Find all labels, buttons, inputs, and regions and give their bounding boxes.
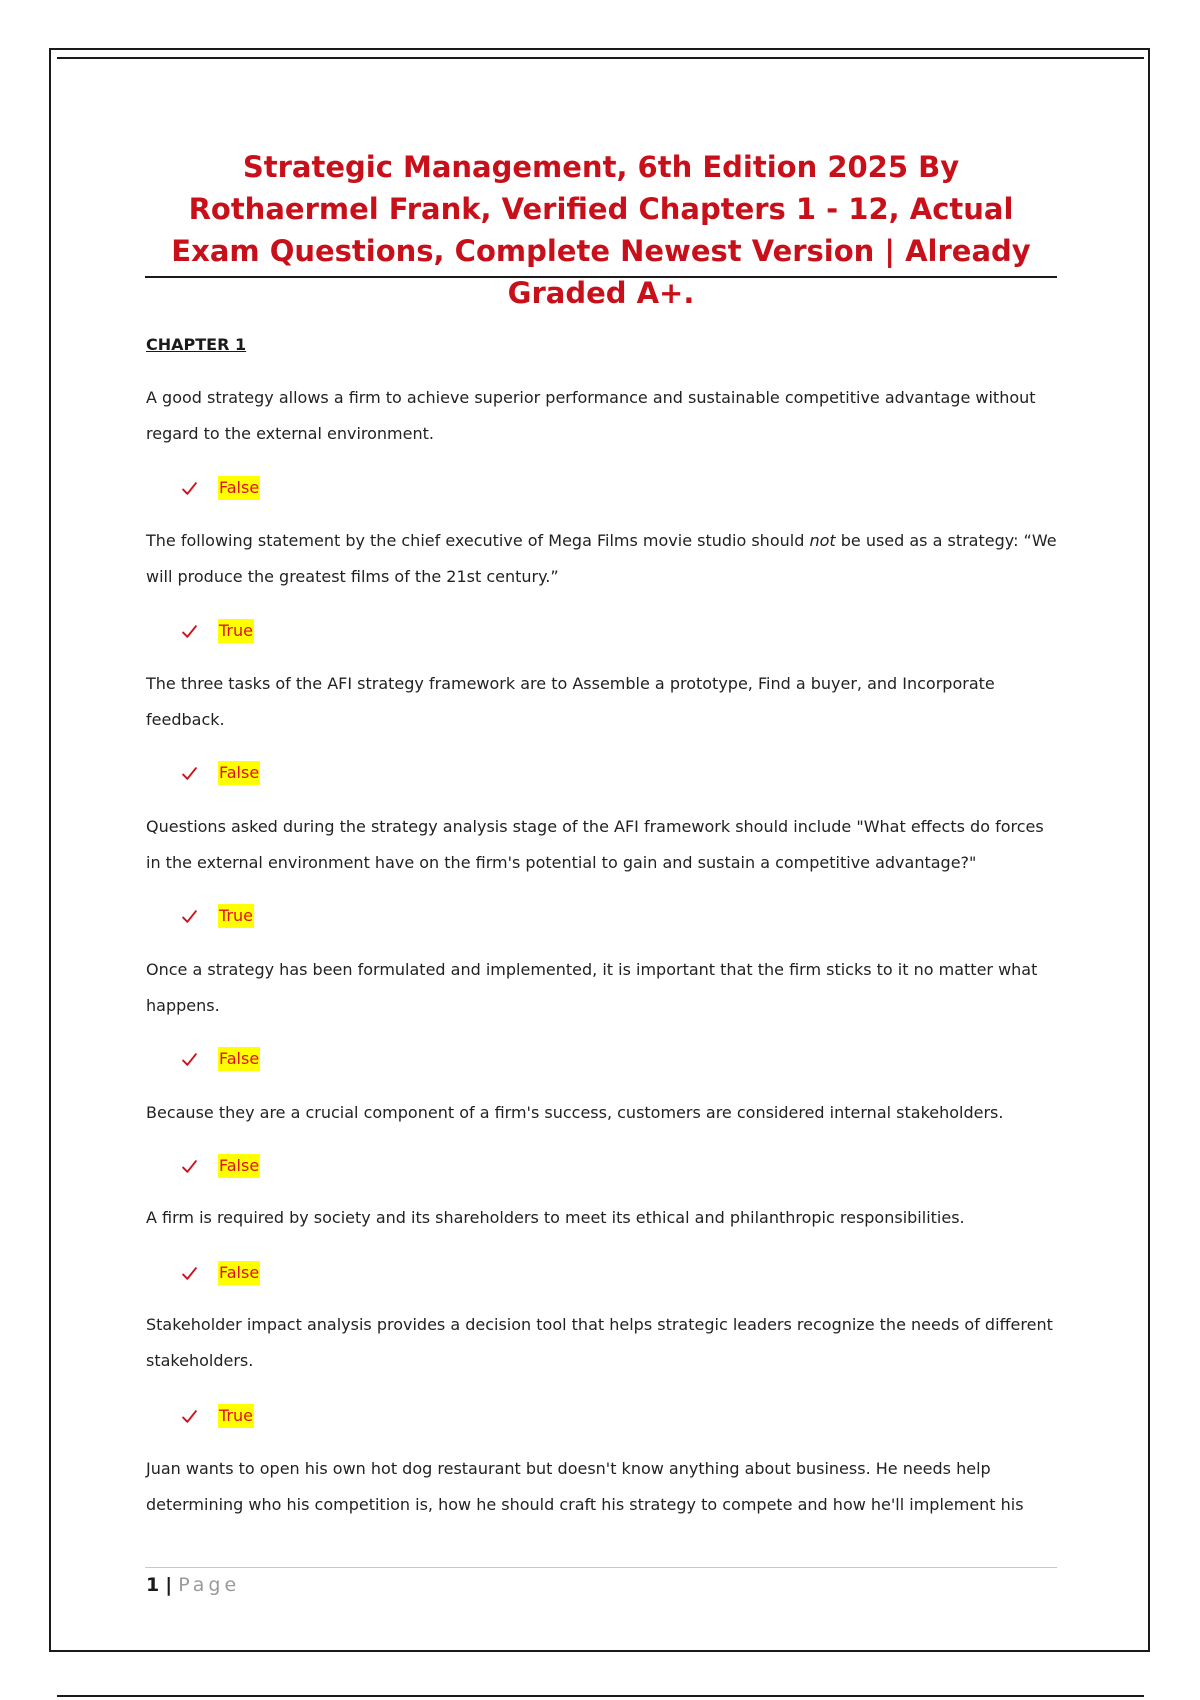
question-text: Because they are a crucial component of a firm's success, customers are considered internal stakeholders. [146, 1103, 1004, 1122]
answer-row [181, 474, 260, 502]
page-separator: | [165, 1574, 173, 1596]
page-number: 1 [146, 1574, 160, 1596]
question-text-emphasis: not [809, 531, 836, 550]
question-text-part: be used as a strategy: “We will produce the greatest films of the 21st century.” [146, 531, 1057, 586]
next-page-top-rule [57, 1695, 1144, 1697]
question-text: Stakeholder impact analysis provides a decision tool that helps strategic leaders recognize the needs of different stakeholders. [146, 1315, 1053, 1370]
question-text: Questions asked during the strategy analysis stage of the AFI framework should include "What effects do forces in the external environment have on the firm's potential to gain and sustain a competitive advantage?" [146, 817, 1044, 872]
check-mark-icon [181, 765, 198, 782]
answer-value: True [218, 904, 254, 928]
answer-row [181, 1259, 260, 1287]
document-title: Strategic Management, 6th Edition 2025 By Rothaermel Frank, Verified Chapters 1 - 12, Actual Exam Questions, Complete Newest Version | Already Graded A+. [171, 150, 1031, 310]
answer-row [181, 1045, 260, 1073]
answer-row [181, 1152, 260, 1180]
check-mark-icon [181, 908, 198, 925]
answer-value: False [218, 1261, 260, 1285]
check-mark-icon [181, 1265, 198, 1282]
footer-rule [145, 1567, 1057, 1568]
answer-value: False [218, 1047, 260, 1071]
page-label: Page [178, 1574, 241, 1596]
answer-row [181, 759, 260, 787]
check-mark-icon [181, 480, 198, 497]
question-text [146, 523, 1061, 595]
check-mark-icon [181, 623, 198, 640]
question-text: A firm is required by society and its shareholders to meet its ethical and philanthropic responsibilities. [146, 1208, 965, 1227]
answer-value: False [218, 1154, 260, 1178]
question-text-part: The following statement by the chief executive of Mega Films movie studio should [146, 531, 810, 550]
answer-row [181, 617, 254, 645]
question-text: A good strategy allows a firm to achieve superior performance and sustainable competitive advantage without regard to the external environment. [146, 388, 1036, 443]
answer-value: True [218, 619, 254, 643]
chapter-heading: CHAPTER 1 [146, 335, 247, 354]
check-mark-icon [181, 1408, 198, 1425]
question-text: Juan wants to open his own hot dog restaurant but doesn't know anything about business. He needs help determining who his competition is, how he should craft his strategy to compete and how he'll implement his [146, 1459, 1024, 1514]
answer-value: False [218, 761, 260, 785]
answer-value: True [218, 1404, 254, 1428]
question-text: The three tasks of the AFI strategy framework are to Assemble a prototype, Find a buyer, and Incorporate feedback. [146, 674, 995, 729]
title-underline [145, 276, 1057, 278]
answer-row [181, 902, 254, 930]
top-rule [57, 57, 1144, 59]
page-footer [146, 1572, 240, 1598]
answer-row [181, 1402, 254, 1430]
check-mark-icon [181, 1051, 198, 1068]
answer-value: False [218, 476, 260, 500]
question-text: Once a strategy has been formulated and implemented, it is important that the firm sticks to it no matter what happens. [146, 960, 1038, 1015]
check-mark-icon [181, 1158, 198, 1175]
